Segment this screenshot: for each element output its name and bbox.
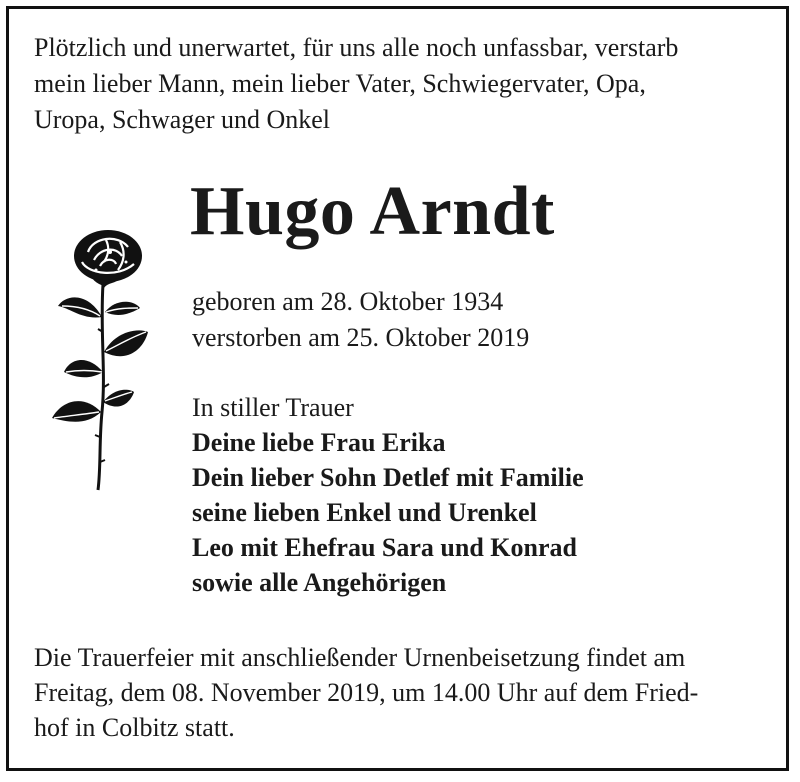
mourners-block	[192, 390, 584, 600]
intro-line: Plötzlich und unerwartet, für uns alle noch unfassbar, verstarb	[34, 33, 679, 62]
rose-icon	[48, 222, 153, 492]
deceased-name: Hugo Arndt	[190, 173, 555, 250]
life-dates	[192, 284, 529, 356]
ceremony-text	[34, 640, 772, 745]
mourner-line: Leo mit Ehefrau Sara und Konrad	[192, 533, 577, 562]
ceremony-line: hof in Colbitz statt.	[34, 713, 235, 742]
birth-date: geboren am 28. Oktober 1934	[192, 287, 504, 316]
intro-text	[34, 30, 774, 138]
mourning-intro: In stiller Trauer	[192, 393, 354, 422]
death-date: verstorben am 25. Oktober 2019	[192, 323, 530, 352]
mourner-line: sowie alle Angehörigen	[192, 568, 447, 597]
mourner-line: seine lieben Enkel und Urenkel	[192, 498, 537, 527]
intro-line: mein lieber Mann, mein lieber Vater, Schwiegervater, Opa,	[34, 69, 646, 98]
ceremony-line: Freitag, dem 08. November 2019, um 14.00 Uhr auf dem Fried-	[34, 678, 699, 707]
mourner-line: Deine liebe Frau Erika	[192, 428, 446, 457]
intro-line: Uropa, Schwager und Onkel	[34, 105, 331, 134]
ceremony-line: Die Trauerfeier mit anschließender Urnenbeisetzung findet am	[34, 643, 686, 672]
mourner-line: Dein lieber Sohn Detlef mit Familie	[192, 463, 584, 492]
